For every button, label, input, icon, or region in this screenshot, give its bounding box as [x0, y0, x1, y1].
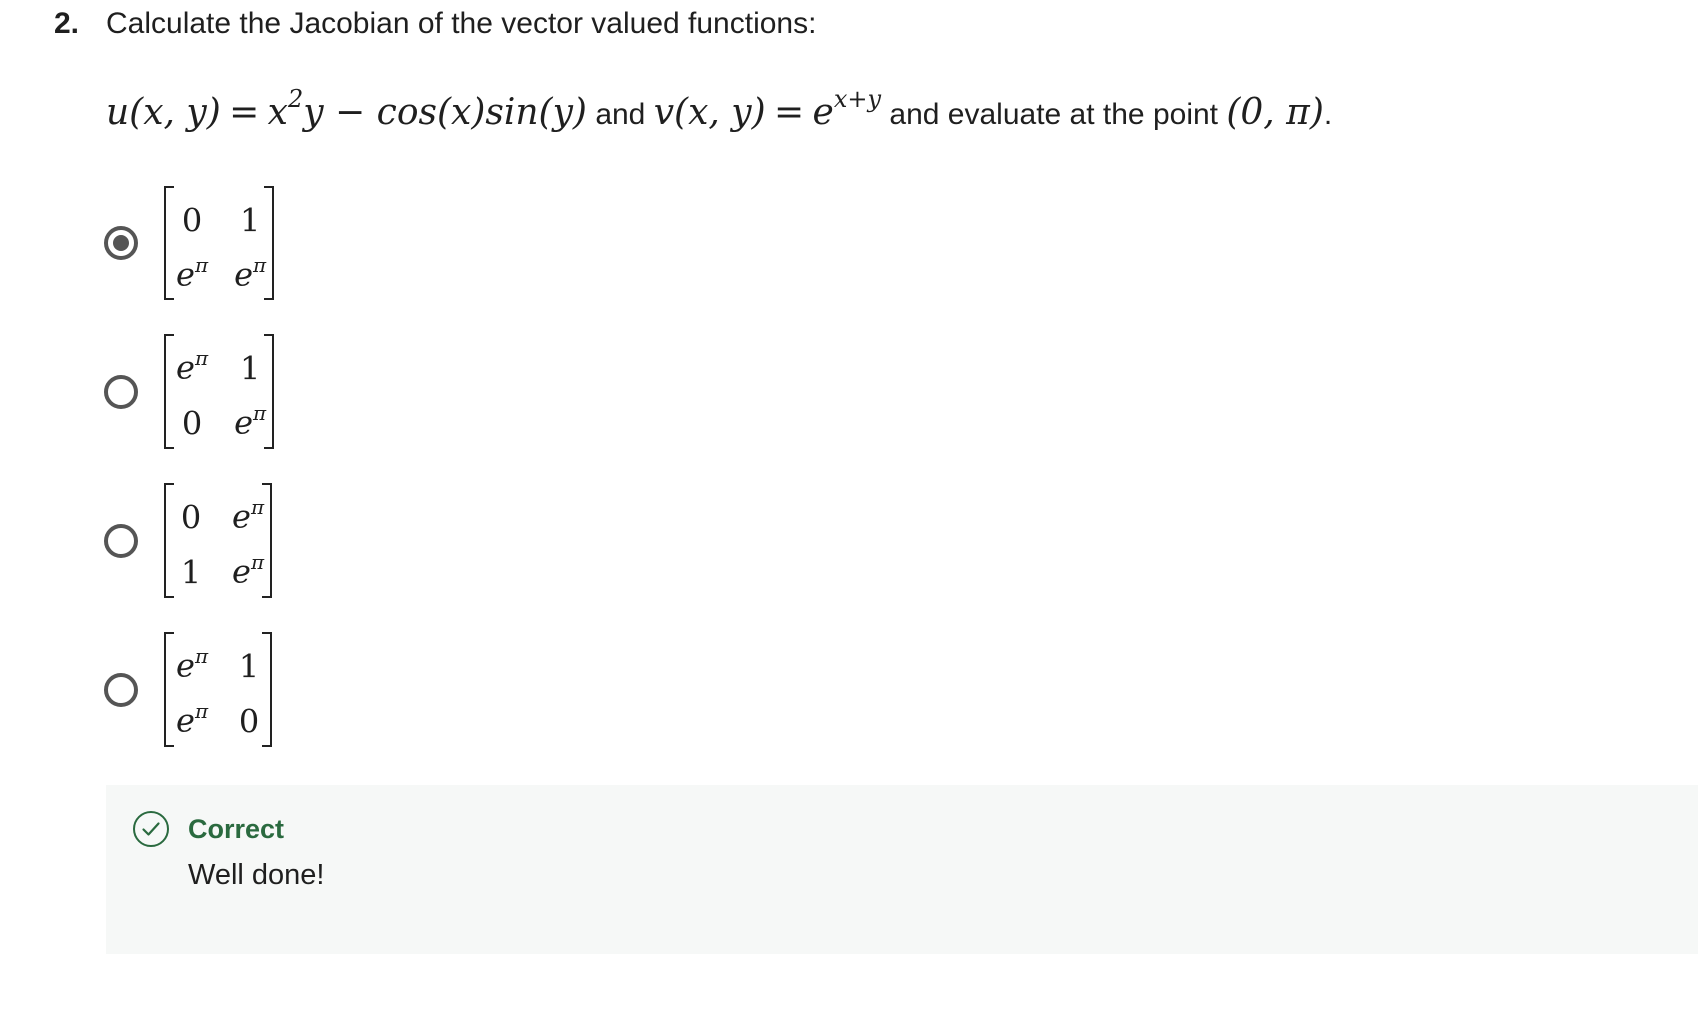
option-3-matrix — [164, 483, 272, 598]
option-4-radio[interactable] — [104, 673, 138, 707]
check-circle-icon — [132, 810, 170, 848]
v-function-lhs: v(x, y) — [653, 92, 766, 133]
answer-option-3[interactable] — [104, 483, 272, 598]
matrix-cell: 0 — [180, 498, 202, 537]
evaluation-point: (0, π) — [1226, 92, 1324, 133]
question-number: 2. — [54, 7, 80, 40]
option-1-matrix — [164, 186, 274, 300]
matrix-cell: 1 — [239, 201, 261, 240]
u-function-rhs — [267, 85, 587, 133]
evaluate-text: and evaluate at the point — [889, 98, 1218, 131]
matrix-cell: 0 — [181, 201, 203, 240]
option-3-radio[interactable] — [104, 524, 138, 558]
sentence-period: . — [1323, 98, 1333, 131]
e-base: e — [812, 92, 834, 133]
option-4-matrix — [164, 632, 272, 747]
matrix-cell: 1 — [180, 553, 202, 592]
matrix-cell: $e^\pi$ — [232, 549, 265, 591]
matrix-cell: $e^\pi$ — [176, 252, 209, 294]
question-prompt — [106, 78, 1332, 140]
and-text-1: and — [595, 98, 646, 131]
feedback-panel — [106, 785, 1698, 954]
v-function-rhs — [812, 85, 882, 133]
e-exponent: x+y — [833, 85, 882, 113]
answer-option-2[interactable] — [104, 334, 274, 449]
matrix-cell: $e^\pi$ — [234, 252, 267, 294]
equals-sign-2: = — [774, 92, 805, 133]
answer-option-1[interactable] — [104, 186, 274, 300]
answer-option-4[interactable] — [104, 632, 272, 747]
matrix-cell: $e^\pi$ — [234, 400, 267, 442]
matrix-cell: $e^\pi$ — [176, 698, 209, 740]
matrix-cell: 0 — [181, 404, 203, 443]
matrix-cell: 1 — [238, 647, 260, 686]
option-2-radio[interactable] — [104, 375, 138, 409]
x-term: x — [267, 92, 288, 133]
equals-sign-1: = — [229, 92, 260, 133]
matrix-cell: 1 — [239, 349, 261, 388]
matrix-cell: 0 — [238, 702, 260, 741]
u-rhs-tail: y − cos(x)sin(y) — [303, 92, 587, 133]
question-title: Calculate the Jacobian of the vector valued functions: — [106, 7, 817, 40]
x-exponent: 2 — [287, 85, 304, 113]
option-2-matrix — [164, 334, 274, 449]
matrix-cell: $e^\pi$ — [176, 346, 209, 387]
u-function-lhs: u(x, y) — [106, 92, 221, 133]
option-1-radio[interactable] — [104, 226, 138, 260]
matrix-cell: $e^\pi$ — [232, 495, 265, 536]
feedback-message: Well done! — [188, 859, 325, 891]
matrix-cell: $e^\pi$ — [176, 644, 209, 685]
question-header — [54, 2, 816, 46]
feedback-title: Correct — [188, 814, 285, 844]
